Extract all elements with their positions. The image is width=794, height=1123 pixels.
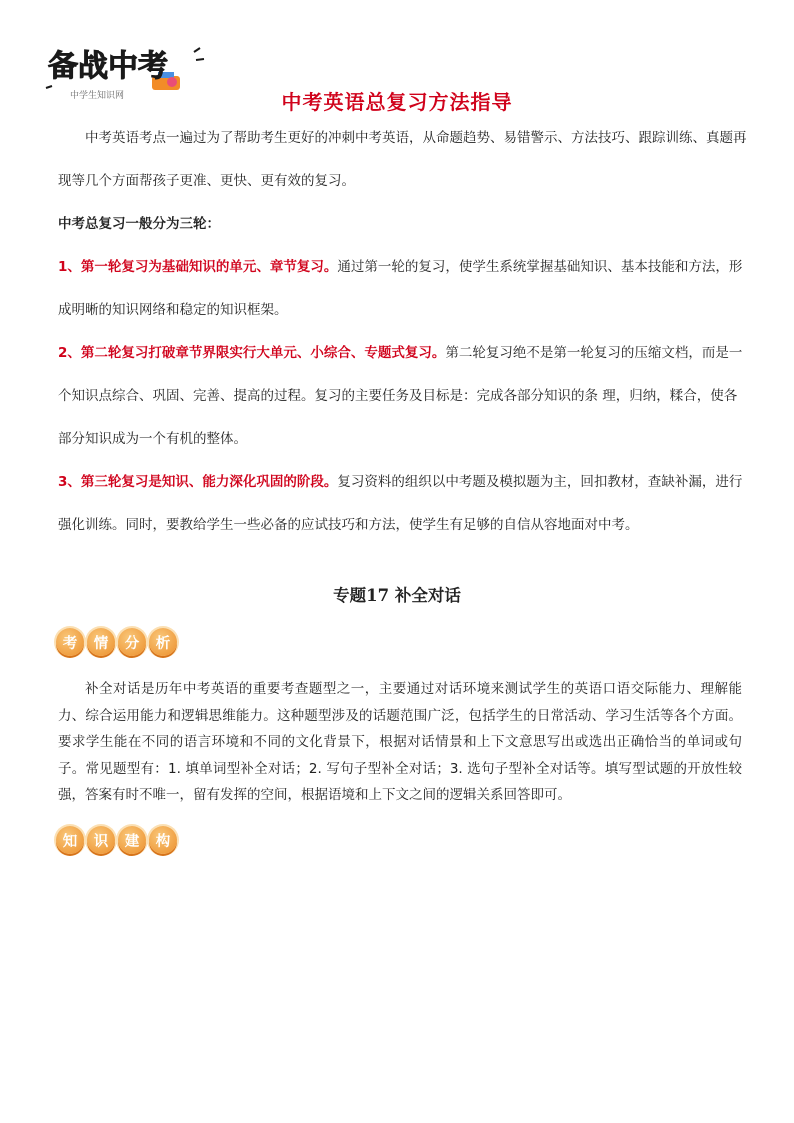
round-1-text: 通过第一轮的复习，使学生系统掌握基础知识、基本技能和方法，形成明晰的知识网络和稳定的知识框架。 bbox=[58, 259, 743, 318]
analysis-paragraph: 补全对话是历年中考英语的重要考查题型之一，主要通过对话环境来测试学生的英语口语交际能力、理解能力、综合运用能力和逻辑思维能力。这种题型涉及的话题范围广泛，包括学生的日常活动、学习生活等各个方面。要求学生能在不同的语言环境和不同的文化背景下，根据对话情景和上下文意思写出或选出正确恰当的单词或句子。常见题型有：1. 填单词型补全对话；2. 写句子型补全对话；3. 选句子型补全对话等。填写型试题的开放性较强，答案有时不唯一，留有发挥的空间，根据语境和上下文之间的逻辑关系回答即可。 bbox=[58, 681, 742, 803]
badge-char: 情 bbox=[87, 628, 115, 656]
round-3-text: 复习资料的组织以中考题及模拟题为主，回扣教材，查缺补漏，进行强化训练。同时，要教给学生一些必备的应试技巧和方法，使学生有足够的自信从容地面对中考。 bbox=[58, 474, 743, 533]
intro-section bbox=[58, 117, 748, 547]
rounds-heading: 中考总复习一般分为三轮： bbox=[58, 216, 220, 232]
round-2-heading: 2、第二轮复习打破章节界限实行大单元、小综合、专题式复习。 bbox=[58, 345, 446, 361]
page-title: 中考英语总复习方法指导 bbox=[281, 90, 513, 114]
topic-title: 专题17 补全对话 bbox=[333, 586, 461, 605]
round-2 bbox=[58, 332, 748, 461]
logo-text: 备战中考 bbox=[48, 49, 168, 84]
badge-char: 构 bbox=[149, 826, 177, 854]
round-3-heading: 3、第三轮复习是知识、能力深化巩固的阶段。 bbox=[58, 474, 338, 490]
badge-char: 建 bbox=[118, 826, 146, 854]
badge-knowledge-structure bbox=[56, 826, 177, 860]
logo-subtext: 中学生知识网 bbox=[70, 91, 125, 101]
badge-char: 知 bbox=[56, 826, 84, 854]
round-3 bbox=[58, 461, 748, 547]
round-1-heading: 1、第一轮复习为基础知识的单元、章节复习。 bbox=[58, 259, 338, 275]
badge-exam-analysis bbox=[56, 628, 177, 662]
badge-char: 考 bbox=[56, 628, 84, 656]
badge-char: 析 bbox=[149, 628, 177, 656]
badge-char: 识 bbox=[87, 826, 115, 854]
intro-paragraph: 中考英语考点一遍过为了帮助考生更好的冲刺中考英语，从命题趋势、易错警示、方法技巧、跟踪训练、真题再现等几个方面帮孩子更准、更快、更有效的复习。 bbox=[58, 130, 747, 189]
round-1 bbox=[58, 246, 748, 332]
round-2-text: 第二轮复习绝不是第一轮复习的压缩文档，而是一个知识点综合、巩固、完善、提高的过程。复习的主要任务及目标是：完成各部分知识的条 理，归纳，糅合，使各部分知识成为一个有机的整体。 bbox=[58, 345, 743, 447]
badge-char: 分 bbox=[118, 628, 146, 656]
